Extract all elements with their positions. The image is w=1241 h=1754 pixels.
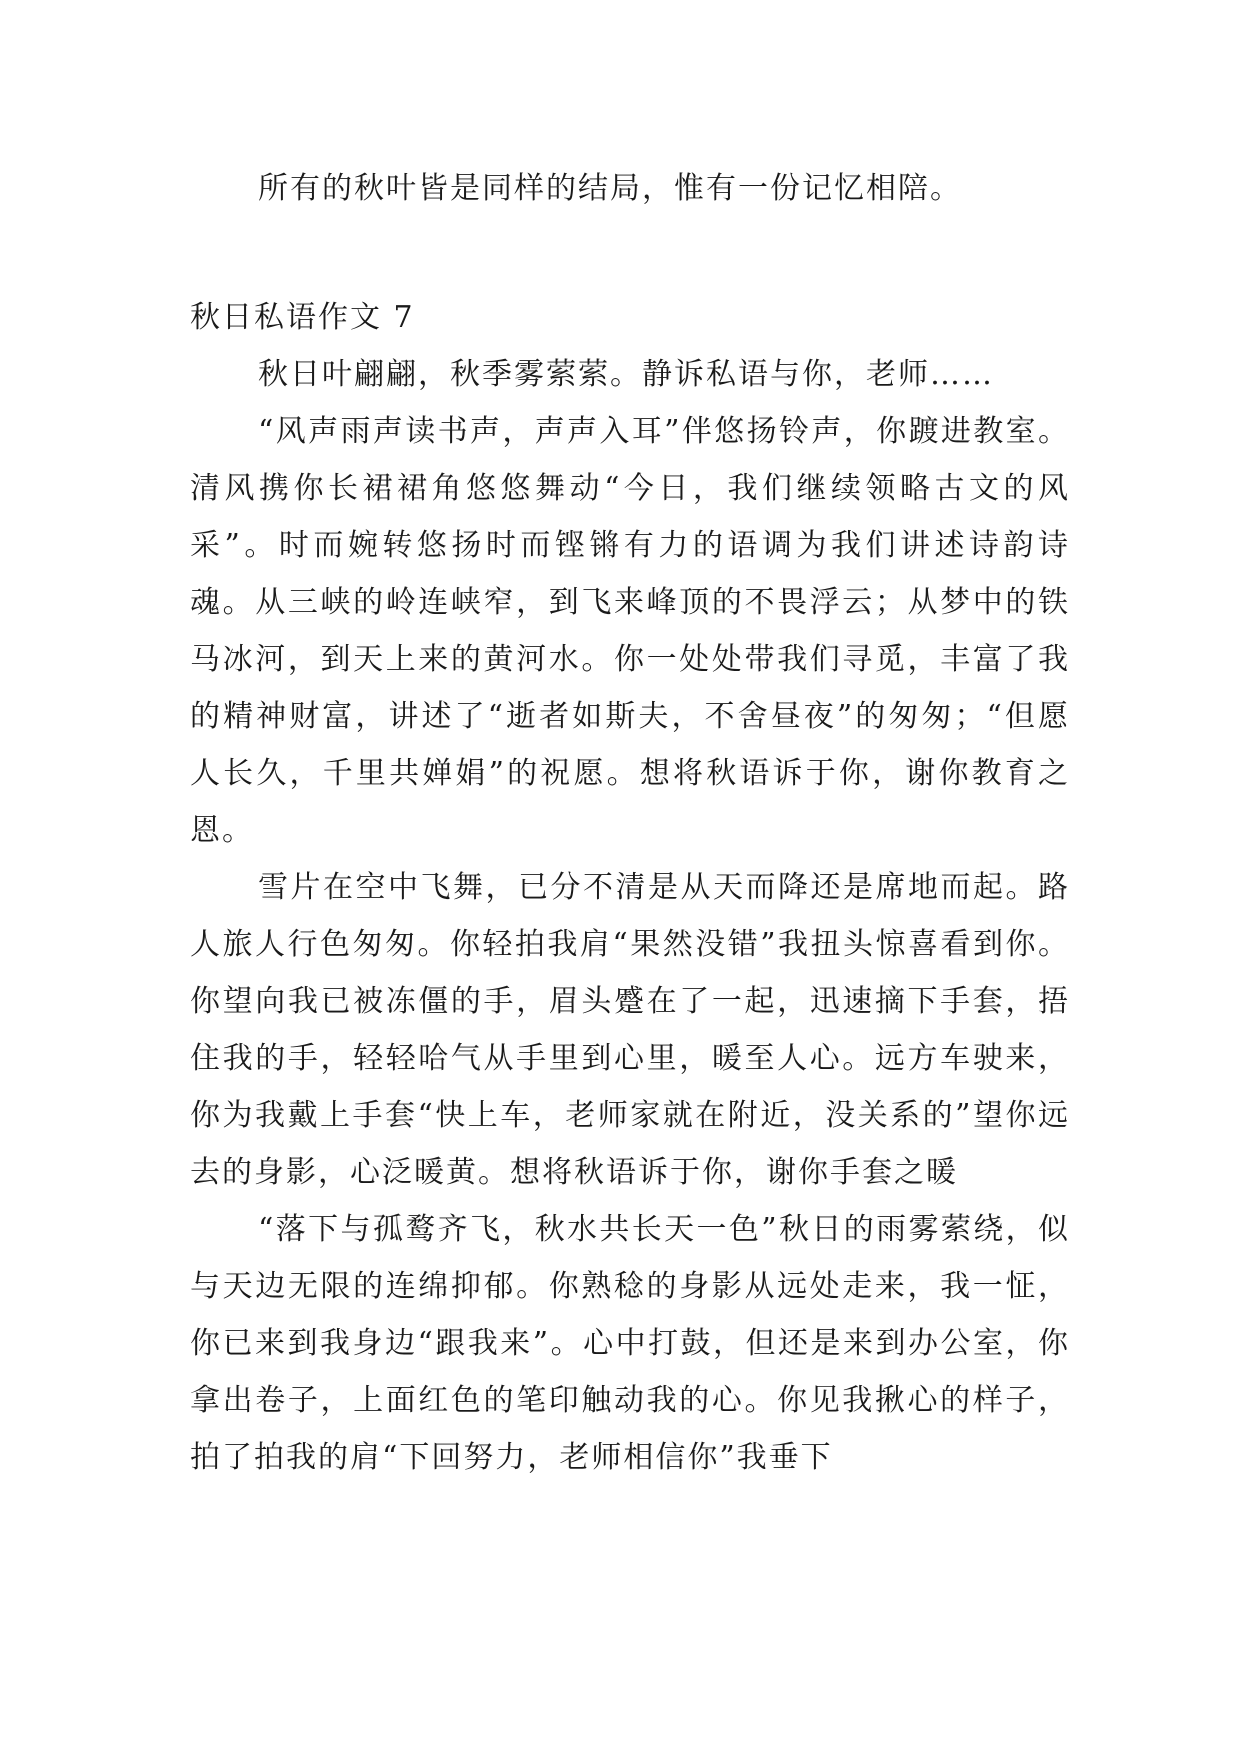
document-body (190, 160, 1070, 1486)
paragraph: 雪片在空中飞舞，已分不清是从天而降还是席地而起。路人旅人行色匆匆。你轻拍我肩“果然没错”我扭头惊喜看到你。你望向我已被冻僵的手，眉头蹙在了一起，迅速摘下手套，捂住我的手，轻轻哈气从手里到心里，暖至人心。远方车驶来，你为我戴上手套“快上车，老师家就在附近，没关系的”望你远去的身影，心泛暖黄。想将秋语诉于你，谢你手套之暖 (190, 870, 1070, 1190)
opening-line: 所有的秋叶皆是同样的结局，惟有一份记忆相陪。 (258, 171, 962, 206)
paragraph: 秋日叶翩翩，秋季雾萦萦。静诉私语与你，老师…… (258, 357, 994, 392)
paragraph: “落下与孤鹜齐飞，秋水共长天一色”秋日的雨雾萦绕，似与天边无限的连绵抑郁。你熟稔的身影从远处走来，我一怔，你已来到我身边“跟我来”。心中打鼓，但还是来到办公室，你拿出卷子，上面红色的笔印触动我的心。你见我揪心的样子，拍了拍我的肩“下回努力，老师相信你”我垂下 (190, 1212, 1070, 1475)
section-title: 秋日私语作文 7 (190, 300, 415, 335)
paragraph: “风声雨声读书声，声声入耳”伴悠扬铃声，你踱进教室。清风携你长裙裙角悠悠舞动“今日，我们继续领略古文的风采”。时而婉转悠扬时而铿锵有力的语调为我们讲述诗韵诗魂。从三峡的岭连峡窄，到飞来峰顶的不畏浮云；从梦中的铁马冰河，到天上来的黄河水。你一处处带我们寻觅，丰富了我的精神财富，讲述了“逝者如斯夫，不舍昼夜”的匆匆；“但愿人长久，千里共婵娟”的祝愿。想将秋语诉于你，谢你教育之恩。 (190, 414, 1070, 848)
